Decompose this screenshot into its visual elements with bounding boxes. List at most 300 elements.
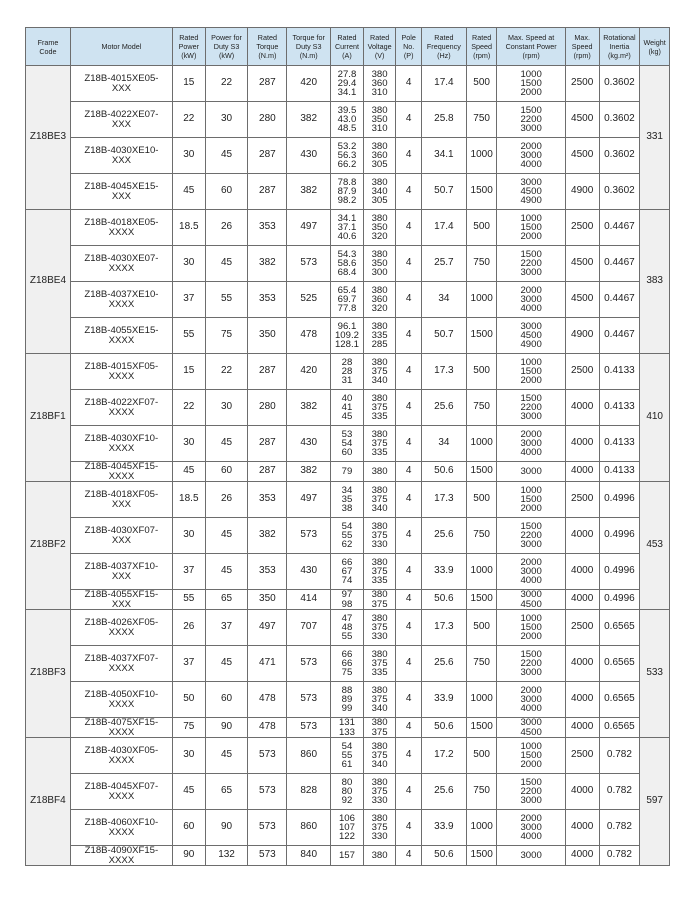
power-cell: 45 xyxy=(172,774,205,810)
header-maxspeed xyxy=(565,28,599,66)
motor-model-cell-line: Z18B-4037XF10- xyxy=(84,561,159,573)
maxspeed-cp-cell-line: 4000 xyxy=(520,159,542,171)
inertia-cell: 0.4996 xyxy=(599,518,640,554)
maxspeed-cp-cell-line: 3000 xyxy=(520,589,542,601)
maxspeed-cp-cell-line: 1500 xyxy=(520,749,542,761)
current-cell-line: 48 xyxy=(341,621,353,633)
current-cell xyxy=(331,210,364,246)
motor-model-cell xyxy=(70,318,172,354)
current-cell-line: 55 xyxy=(341,529,353,541)
speed-cell: 1000 xyxy=(466,682,497,718)
table-body xyxy=(26,66,670,866)
header-power xyxy=(172,28,205,66)
motor-model-cell-line: XXX xyxy=(111,598,132,610)
motor-model-cell xyxy=(70,646,172,682)
current-cell-line: 41 xyxy=(341,401,353,413)
maxspeed-cp-cell xyxy=(497,102,565,138)
pole-cell: 4 xyxy=(396,138,422,174)
current-cell-line: 31 xyxy=(341,375,353,387)
header-line: (kg) xyxy=(648,46,661,56)
current-cell-line: 55 xyxy=(341,631,353,643)
header-line: (rpm) xyxy=(473,51,491,60)
speed-cell: 500 xyxy=(466,482,497,518)
maxspeed-cell: 4000 xyxy=(565,810,599,846)
speed-cell: 1500 xyxy=(466,846,497,866)
torque-s3-cell: 382 xyxy=(287,102,331,138)
voltage-cell-line: 380 xyxy=(371,392,388,404)
maxspeed-cp-cell-line: 3000 xyxy=(520,320,542,332)
freq-cell: 50.6 xyxy=(421,462,466,482)
motor-model-cell xyxy=(70,282,172,318)
motor-model-cell-line: XXXX xyxy=(108,698,135,710)
speed-cell: 1500 xyxy=(466,462,497,482)
header-current xyxy=(331,28,364,66)
motor-model-cell-line: Z18B-4015XF05- xyxy=(84,361,159,373)
voltage-cell-line: 330 xyxy=(371,831,388,843)
header-line: (kg.m²) xyxy=(608,51,631,60)
current-cell-line: 43.0 xyxy=(337,113,357,125)
inertia-cell: 0.4467 xyxy=(599,246,640,282)
speed-cell: 750 xyxy=(466,646,497,682)
maxspeed-cp-cell xyxy=(497,282,565,318)
current-cell xyxy=(331,518,364,554)
current-cell-line: 99 xyxy=(341,703,353,715)
current-cell-line: 34.1 xyxy=(337,212,357,224)
power-s3-cell: 60 xyxy=(205,174,248,210)
header-line: Constant Power xyxy=(505,42,557,51)
inertia-cell: 0.782 xyxy=(599,774,640,810)
maxspeed-cell: 4000 xyxy=(565,846,599,866)
power-s3-cell: 37 xyxy=(205,610,248,646)
motor-model-cell-line: XXXX xyxy=(108,854,135,866)
power-s3-cell: 55 xyxy=(205,282,248,318)
voltage-cell-line: 310 xyxy=(371,123,388,135)
maxspeed-cell: 4000 xyxy=(565,426,599,462)
pole-cell: 4 xyxy=(396,810,422,846)
motor-model-cell-line: XXXX xyxy=(108,262,135,274)
voltage-cell-line: 380 xyxy=(371,484,388,496)
maxspeed-cp-cell-line: 2000 xyxy=(520,556,542,568)
motor-model-cell-line: XXXX xyxy=(108,662,135,674)
current-cell-line: 96.1 xyxy=(337,320,357,332)
inertia-cell: 0.4133 xyxy=(599,426,640,462)
table-row xyxy=(26,66,670,102)
motor-model-cell-line: Z18B-4045XF15- xyxy=(84,461,159,473)
maxspeed-cp-cell-line: 3000 xyxy=(520,293,542,305)
motor-model-cell xyxy=(70,738,172,774)
voltage-cell-line: 300 xyxy=(371,267,388,279)
current-cell-line: 66 xyxy=(341,556,353,568)
power-cell: 37 xyxy=(172,646,205,682)
pole-cell: 4 xyxy=(396,426,422,462)
table-row xyxy=(26,554,670,590)
voltage-cell xyxy=(363,682,396,718)
voltage-cell-line: 380 xyxy=(371,356,388,368)
voltage-cell-line: 375 xyxy=(371,365,388,377)
maxspeed-cp-cell-line: 3000 xyxy=(520,693,542,705)
voltage-cell xyxy=(363,590,396,610)
weight-cell: 383 xyxy=(640,210,670,354)
voltage-cell-line: 380 xyxy=(371,556,388,568)
torque-cell: 471 xyxy=(248,646,287,682)
header-line: Frequency xyxy=(426,42,461,51)
pole-cell: 4 xyxy=(396,210,422,246)
frame-code-cell: Z18BE3 xyxy=(26,66,71,210)
motor-model-cell xyxy=(70,426,172,462)
motor-model-cell-line: Z18B-4075XF15- xyxy=(84,717,159,729)
voltage-cell-line: 320 xyxy=(371,231,388,243)
maxspeed-cp-cell-line: 1500 xyxy=(520,776,542,788)
maxspeed-cell: 4500 xyxy=(565,102,599,138)
maxspeed-cp-cell-line: 3000 xyxy=(520,849,542,861)
pole-cell: 4 xyxy=(396,718,422,738)
torque-s3-cell: 573 xyxy=(287,246,331,282)
motor-model-cell-line: Z18B-4037XF07- xyxy=(84,653,159,665)
maxspeed-cell: 4000 xyxy=(565,554,599,590)
freq-cell: 25.6 xyxy=(421,774,466,810)
current-cell-line: 128.1 xyxy=(334,339,359,351)
torque-s3-cell: 525 xyxy=(287,282,331,318)
header-power-s3 xyxy=(205,28,248,66)
table-row xyxy=(26,282,670,318)
torque-s3-cell: 420 xyxy=(287,66,331,102)
current-cell-line: 27.8 xyxy=(337,68,357,80)
torque-cell: 478 xyxy=(248,682,287,718)
speed-cell: 500 xyxy=(466,210,497,246)
current-cell-line: 107 xyxy=(338,821,355,833)
maxspeed-cp-cell xyxy=(497,426,565,462)
motor-model-cell xyxy=(70,482,172,518)
maxspeed-cp-cell-line: 3000 xyxy=(520,717,542,729)
voltage-cell xyxy=(363,646,396,682)
torque-cell: 287 xyxy=(248,426,287,462)
current-cell-line: 97 xyxy=(341,589,353,601)
voltage-cell-line: 340 xyxy=(371,375,388,387)
torque-s3-cell: 707 xyxy=(287,610,331,646)
maxspeed-cell: 4900 xyxy=(565,318,599,354)
torque-cell: 382 xyxy=(248,246,287,282)
voltage-cell xyxy=(363,482,396,518)
header-line: (N.m) xyxy=(258,51,277,60)
freq-cell: 25.8 xyxy=(421,102,466,138)
motor-model-cell xyxy=(70,682,172,718)
voltage-cell-line: 375 xyxy=(371,493,388,505)
motor-model-cell-line: XXX xyxy=(111,82,132,94)
maxspeed-cp-cell-line: 1500 xyxy=(520,248,542,260)
voltage-cell xyxy=(363,102,396,138)
maxspeed-cp-cell xyxy=(497,590,565,610)
motor-model-cell xyxy=(70,246,172,282)
pole-cell: 4 xyxy=(396,846,422,866)
table-row xyxy=(26,590,670,610)
current-cell xyxy=(331,354,364,390)
current-cell-line: 29.4 xyxy=(337,77,357,89)
maxspeed-cp-cell-line: 2200 xyxy=(520,529,542,541)
torque-s3-cell: 860 xyxy=(287,738,331,774)
maxspeed-cp-cell xyxy=(497,810,565,846)
table-row xyxy=(26,682,670,718)
torque-cell: 353 xyxy=(248,482,287,518)
voltage-cell-line: 380 xyxy=(371,465,388,477)
motor-model-cell-line: Z18B-4018XE05- xyxy=(84,217,159,229)
maxspeed-cp-cell-line: 2000 xyxy=(520,684,542,696)
inertia-cell: 0.4996 xyxy=(599,482,640,518)
freq-cell: 34.1 xyxy=(421,138,466,174)
weight-cell: 533 xyxy=(640,610,670,738)
voltage-cell-line: 375 xyxy=(371,821,388,833)
maxspeed-cell: 2500 xyxy=(565,66,599,102)
maxspeed-cp-cell-line: 2000 xyxy=(520,428,542,440)
header-line: Rated xyxy=(472,33,492,42)
maxspeed-cp-cell xyxy=(497,682,565,718)
maxspeed-cp-cell-line: 1000 xyxy=(520,484,542,496)
inertia-cell: 0.4996 xyxy=(599,554,640,590)
pole-cell: 4 xyxy=(396,610,422,646)
current-cell-line: 69.7 xyxy=(337,293,357,305)
motor-model-cell-line: Z18B-4045XE15- xyxy=(84,181,159,193)
voltage-cell-line: 375 xyxy=(371,749,388,761)
current-cell-line: 60 xyxy=(341,447,353,459)
torque-cell: 287 xyxy=(248,462,287,482)
maxspeed-cp-cell-line: 2200 xyxy=(520,401,542,413)
motor-model-cell-line: Z18B-4015XE05- xyxy=(84,73,159,85)
voltage-cell-line: 340 xyxy=(371,503,388,515)
inertia-cell: 0.6565 xyxy=(599,718,640,738)
header-torque xyxy=(248,28,287,66)
maxspeed-cp-cell-line: 4500 xyxy=(520,726,542,738)
torque-cell: 478 xyxy=(248,718,287,738)
header-freq xyxy=(421,28,466,66)
speed-cell: 1500 xyxy=(466,318,497,354)
header-line: (rpm) xyxy=(522,51,540,60)
current-cell-line: 61 xyxy=(341,759,353,771)
power-cell: 30 xyxy=(172,138,205,174)
maxspeed-cp-cell xyxy=(497,738,565,774)
header-line: (kW) xyxy=(181,51,197,60)
power-s3-cell: 22 xyxy=(205,354,248,390)
voltage-cell-line: 380 xyxy=(371,212,388,224)
voltage-cell-line: 335 xyxy=(371,329,388,341)
frame-code-cell: Z18BF2 xyxy=(26,482,71,610)
torque-cell: 573 xyxy=(248,738,287,774)
inertia-cell: 0.4133 xyxy=(599,354,640,390)
maxspeed-cp-cell-line: 1000 xyxy=(520,356,542,368)
maxspeed-cp-cell-line: 4000 xyxy=(520,831,542,843)
speed-cell: 750 xyxy=(466,390,497,426)
header-line: (V) xyxy=(374,51,385,60)
maxspeed-cp-cell xyxy=(497,482,565,518)
torque-cell: 353 xyxy=(248,210,287,246)
freq-cell: 17.4 xyxy=(421,210,466,246)
current-cell-line: 79 xyxy=(341,465,353,477)
power-s3-cell: 45 xyxy=(205,738,248,774)
motor-model-cell xyxy=(70,846,172,866)
current-cell xyxy=(331,718,364,738)
voltage-cell-line: 330 xyxy=(371,539,388,551)
power-cell: 30 xyxy=(172,246,205,282)
power-cell: 18.5 xyxy=(172,210,205,246)
freq-cell: 50.7 xyxy=(421,318,466,354)
header-line: Inertia xyxy=(609,42,630,51)
power-cell: 30 xyxy=(172,738,205,774)
current-cell xyxy=(331,426,364,462)
inertia-cell: 0.4133 xyxy=(599,390,640,426)
freq-cell: 17.3 xyxy=(421,354,466,390)
voltage-cell xyxy=(363,554,396,590)
speed-cell: 500 xyxy=(466,354,497,390)
current-cell xyxy=(331,390,364,426)
motor-model-cell-line: XXX xyxy=(111,190,132,202)
pole-cell: 4 xyxy=(396,354,422,390)
motor-model-cell-line: XXXX xyxy=(108,470,135,482)
power-cell: 55 xyxy=(172,590,205,610)
current-cell-line: 35 xyxy=(341,493,353,505)
torque-s3-cell: 828 xyxy=(287,774,331,810)
pole-cell: 4 xyxy=(396,738,422,774)
motor-model-cell-line: Z18B-4045XF07- xyxy=(84,781,159,793)
current-cell-line: 92 xyxy=(341,795,353,807)
power-cell: 50 xyxy=(172,682,205,718)
torque-s3-cell: 860 xyxy=(287,810,331,846)
current-cell xyxy=(331,246,364,282)
table-row xyxy=(26,318,670,354)
header-line: Power xyxy=(178,42,199,51)
motor-model-cell-line: Z18B-4026XF05- xyxy=(84,617,159,629)
header-line: Speed xyxy=(471,42,493,51)
voltage-cell xyxy=(363,846,396,866)
maxspeed-cp-cell-line: 2000 xyxy=(520,284,542,296)
voltage-cell-line: 360 xyxy=(371,77,388,89)
motor-model-cell-line: XXX xyxy=(111,534,132,546)
motor-model-cell-line: XXX xyxy=(111,154,132,166)
torque-cell: 573 xyxy=(248,846,287,866)
power-cell: 75 xyxy=(172,718,205,738)
speed-cell: 750 xyxy=(466,774,497,810)
voltage-cell-line: 335 xyxy=(371,667,388,679)
maxspeed-cp-cell xyxy=(497,174,565,210)
voltage-cell-line: 305 xyxy=(371,159,388,171)
voltage-cell-line: 375 xyxy=(371,693,388,705)
current-cell-line: 122 xyxy=(338,831,355,843)
current-cell-line: 40 xyxy=(341,392,353,404)
motor-model-cell-line: Z18B-4055XF15- xyxy=(84,589,159,601)
voltage-cell xyxy=(363,210,396,246)
maxspeed-cp-cell-line: 1500 xyxy=(520,520,542,532)
voltage-cell-line: 360 xyxy=(371,293,388,305)
table-row xyxy=(26,718,670,738)
voltage-cell-line: 375 xyxy=(371,726,388,738)
current-cell-line: 38 xyxy=(341,503,353,515)
inertia-cell: 0.782 xyxy=(599,810,640,846)
maxspeed-cp-cell-line: 4900 xyxy=(520,339,542,351)
current-cell-line: 45 xyxy=(341,411,353,423)
current-cell xyxy=(331,846,364,866)
motor-model-cell xyxy=(70,354,172,390)
maxspeed-cp-cell xyxy=(497,462,565,482)
power-cell: 37 xyxy=(172,554,205,590)
freq-cell: 17.4 xyxy=(421,66,466,102)
header-line: Duty S3 xyxy=(295,42,322,51)
current-cell xyxy=(331,682,364,718)
current-cell-line: 54.3 xyxy=(337,248,357,260)
motor-model-cell xyxy=(70,774,172,810)
voltage-cell-line: 350 xyxy=(371,221,388,233)
voltage-cell-line: 330 xyxy=(371,631,388,643)
header-torque-s3 xyxy=(287,28,331,66)
voltage-cell xyxy=(363,354,396,390)
inertia-cell: 0.3602 xyxy=(599,102,640,138)
freq-cell: 17.3 xyxy=(421,482,466,518)
current-cell xyxy=(331,646,364,682)
freq-cell: 50.6 xyxy=(421,846,466,866)
power-s3-cell: 45 xyxy=(205,646,248,682)
torque-cell: 287 xyxy=(248,138,287,174)
maxspeed-cp-cell-line: 3000 xyxy=(520,411,542,423)
freq-cell: 25.6 xyxy=(421,390,466,426)
frame-code-cell: Z18BE4 xyxy=(26,210,71,354)
speed-cell: 750 xyxy=(466,102,497,138)
maxspeed-cell: 4000 xyxy=(565,718,599,738)
voltage-cell-line: 380 xyxy=(371,717,388,729)
power-s3-cell: 90 xyxy=(205,810,248,846)
current-cell xyxy=(331,282,364,318)
voltage-cell-line: 380 xyxy=(371,140,388,152)
power-s3-cell: 45 xyxy=(205,554,248,590)
voltage-cell-line: 380 xyxy=(371,104,388,116)
table-row xyxy=(26,462,670,482)
inertia-cell: 0.782 xyxy=(599,846,640,866)
maxspeed-cell: 2500 xyxy=(565,738,599,774)
maxspeed-cp-cell-line: 3000 xyxy=(520,149,542,161)
voltage-cell-line: 380 xyxy=(371,740,388,752)
current-cell xyxy=(331,138,364,174)
motor-model-cell xyxy=(70,174,172,210)
torque-cell: 280 xyxy=(248,102,287,138)
freq-cell: 50.6 xyxy=(421,718,466,738)
power-cell: 22 xyxy=(172,390,205,426)
voltage-cell-line: 380 xyxy=(371,520,388,532)
current-cell-line: 65.4 xyxy=(337,284,357,296)
torque-s3-cell: 430 xyxy=(287,554,331,590)
header-line: Current xyxy=(334,42,359,51)
header-voltage xyxy=(363,28,396,66)
voltage-cell-line: 360 xyxy=(371,149,388,161)
torque-cell: 353 xyxy=(248,282,287,318)
voltage-cell-line: 340 xyxy=(371,703,388,715)
table-row xyxy=(26,646,670,682)
motor-model-cell xyxy=(70,518,172,554)
voltage-cell xyxy=(363,390,396,426)
table-row xyxy=(26,138,670,174)
voltage-cell-line: 350 xyxy=(371,257,388,269)
power-s3-cell: 65 xyxy=(205,590,248,610)
speed-cell: 1000 xyxy=(466,554,497,590)
current-cell-line: 34 xyxy=(341,484,353,496)
inertia-cell: 0.3602 xyxy=(599,174,640,210)
maxspeed-cell: 4000 xyxy=(565,646,599,682)
power-s3-cell: 26 xyxy=(205,210,248,246)
maxspeed-cp-cell-line: 1500 xyxy=(520,104,542,116)
current-cell-line: 133 xyxy=(338,726,355,738)
header-line: (Hz) xyxy=(437,51,451,60)
current-cell xyxy=(331,738,364,774)
inertia-cell: 0.4467 xyxy=(599,282,640,318)
motor-model-cell xyxy=(70,66,172,102)
maxspeed-cp-cell-line: 4900 xyxy=(520,195,542,207)
maxspeed-cp-cell-line: 3000 xyxy=(520,667,542,679)
current-cell-line: 67 xyxy=(341,565,353,577)
current-cell-line: 87.9 xyxy=(337,185,357,197)
